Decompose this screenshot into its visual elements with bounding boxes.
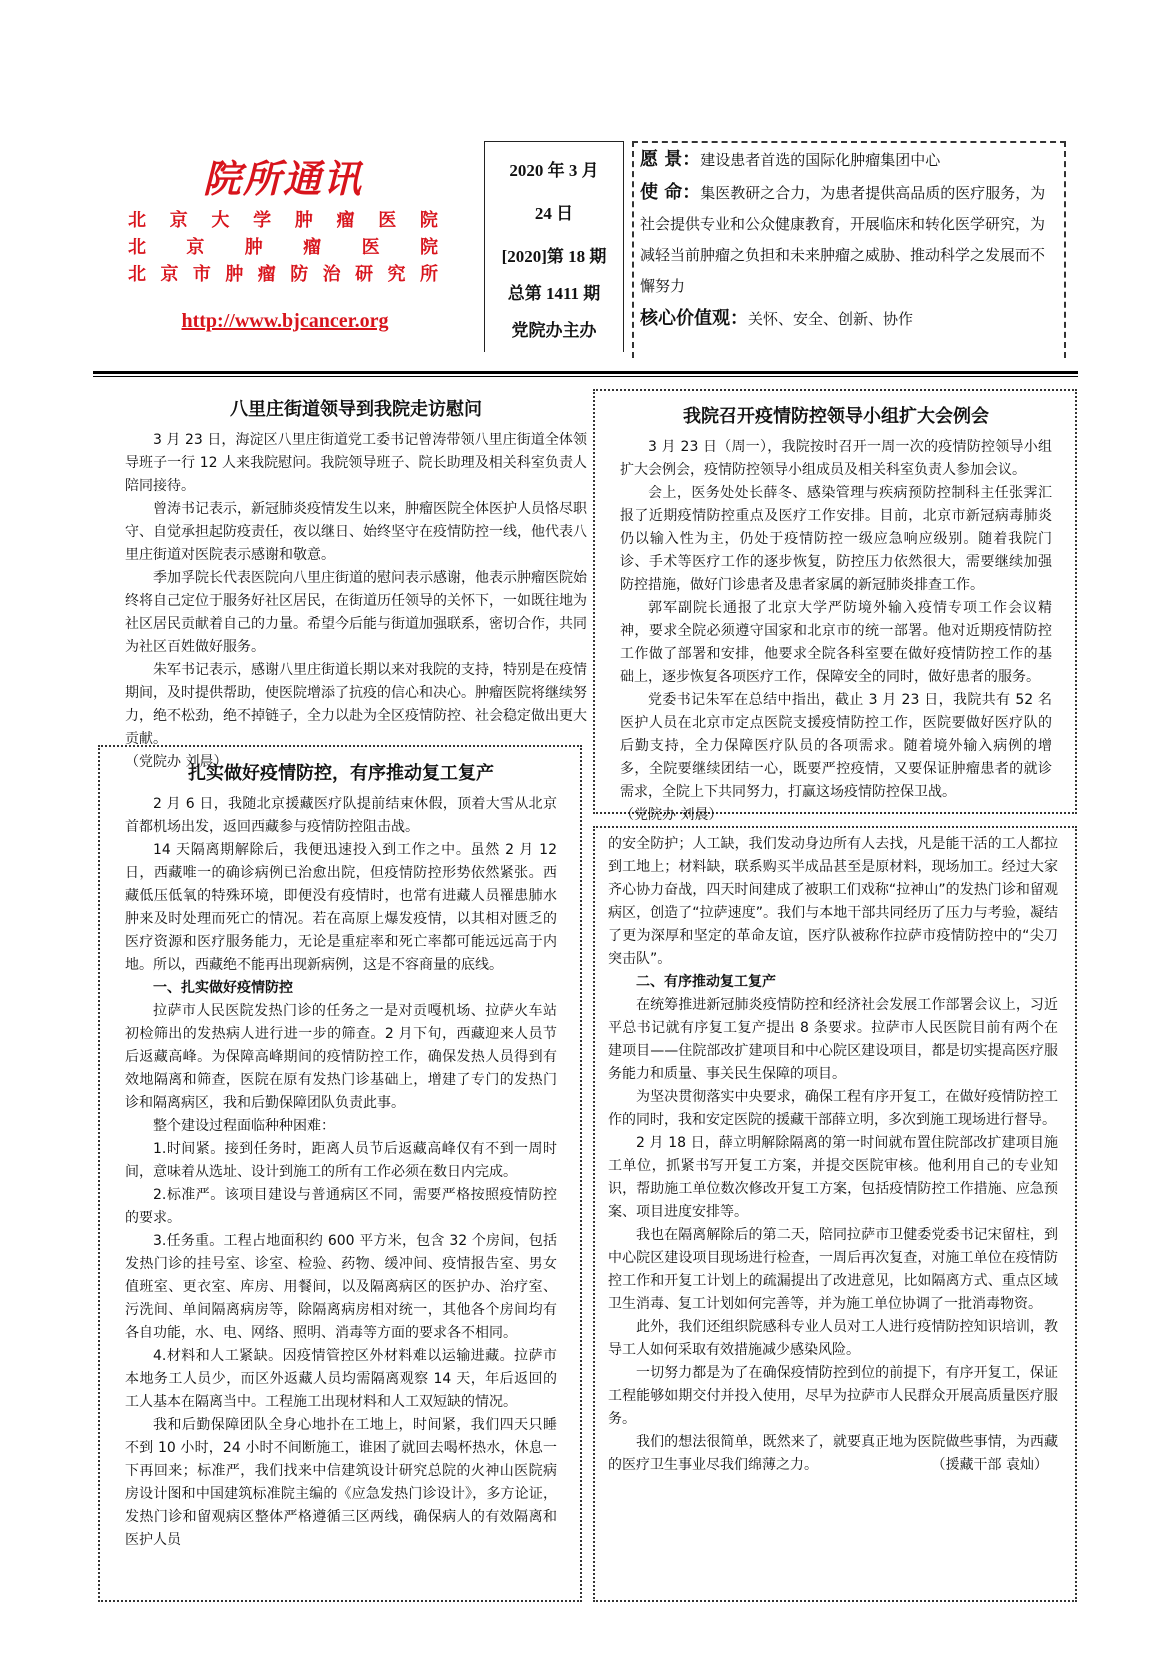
article-tibet-part1 xyxy=(125,762,557,1552)
values-label: 核心价值观： xyxy=(640,308,748,329)
issue-publisher: 党院办主办 xyxy=(511,321,597,340)
article-paragraph: 此外，我们还组织院感科专业人员对工人进行疫情防控知识培训，教导工人如何采取有效措施减少感染风险。 xyxy=(608,1319,1058,1358)
article-signature: （党院办 刘晨） xyxy=(620,807,723,823)
org-char: 院 xyxy=(419,237,438,258)
article-paragraph: 我们的想法很简单，既然来了，就要真正地为医院做些事情，为西藏的医疗卫生事业尽我们绵薄之力。 xyxy=(608,1434,1058,1473)
org-line-2 xyxy=(128,234,438,261)
article-title: 八里庄街道领导到我院走访慰问 xyxy=(230,399,482,420)
article-paragraph: 2 月 6 日，我随北京援藏医疗队提前结束休假，顶着大雪从北京首都机场出发，返回西藏参与疫情防控阻击战。 xyxy=(125,796,557,835)
article-title: 扎实做好疫情防控，有序推动复工复产 xyxy=(188,763,494,784)
article-paragraph: 我和后勤保障团队全身心地扑在工地上，时间紧，我们四天只睡不到 10 小时，24 小时不间断施工，谁困了就回去喝杯热水，休息一下再回来；标准严，我们找来中信建筑设计研究总院的火神山医院病房设计图和中国建筑标准院主编的《应急发热门诊设计》，多方论证，发热门诊和留观病区整体严格遵循三区两线，确保病人的有效隔离和医护人员 xyxy=(125,1417,557,1548)
org-char: 肿 xyxy=(225,264,244,285)
newsletter-title: 院所通讯 xyxy=(202,156,363,201)
org-char: 瘤 xyxy=(257,264,276,285)
org-char: 防 xyxy=(290,264,309,285)
header-rule-thin xyxy=(93,376,1078,377)
article-paragraph: 朱军书记表示，感谢八里庄街道长期以来对我院的支持，特别是在疫情期间，及时提供帮助，使医院增添了抗疫的信心和决心。肿瘤医院将继续努力，绝不松劲，绝不掉链子，全力以赴为全区疫情防控、社会稳定做出更大贡献。 xyxy=(125,662,587,747)
org-char: 大 xyxy=(211,210,230,231)
article-paragraph: 2 月 18 日，薛立明解除隔离的第一时间就布置住院部改扩建项目施工单位，抓紧书写开复工方案，并提交医院审核。他利用自己的专业知识，帮助施工单位数次修改开复工方案，包括疫情防控工作措施、应急预案、项目进度安排等。 xyxy=(608,1135,1058,1220)
organization-names xyxy=(128,207,438,288)
org-char: 瘤 xyxy=(336,210,355,231)
vision-label: 愿 景： xyxy=(640,149,701,170)
article-paragraph: 拉萨市人民医院发热门诊的任务之一是对贡嘎机场、拉萨火车站初检筛出的发热病人进行进一步的筛查。2 月下旬，西藏迎来人员节后返藏高峰。为保障高峰期间的疫情防控工作，确保发热人员得到有效地隔离和筛查，医院在原有发热门诊基础上，增建了专门的发热门诊和隔离病区，我和后勤保障团队负责此事。 xyxy=(125,1003,557,1111)
mission-row xyxy=(640,177,1050,302)
mission-label: 使 命： xyxy=(640,182,701,203)
article-paragraph: 1.时间紧。接到任务时，距离人员节后返藏高峰仅有不到一周时间，意味着从选址、设计到施工的所有工作必须在数日内完成。 xyxy=(125,1141,557,1180)
header-rule-thick xyxy=(93,371,1078,374)
article-paragraph: 14 天隔离期解除后，我便迅速投入到工作之中。虽然 2 月 12 日，西藏唯一的确诊病例已治愈出院，但疫情防控形势依然紧张。西藏低压低氧的特殊环境，即便没有疫情时，也常有进藏人员罹患肺水肿来及时处理而死亡的情况。若在高原上爆发疫情，以其相对匮乏的医疗资源和医疗服务能力，无论是重症率和死亡率都可能远远高于内地。所以，西藏绝不能再出现新病例，这是不容商量的底线。 xyxy=(125,842,557,973)
values-row xyxy=(640,302,1050,336)
org-char: 肿 xyxy=(294,210,313,231)
section-subheading: 二、有序推动复工复产 xyxy=(636,974,776,990)
org-char: 北 xyxy=(128,264,146,285)
org-char: 肿 xyxy=(244,237,263,258)
org-char: 北 xyxy=(128,210,146,231)
article-baliz-visit xyxy=(125,398,587,774)
article-paragraph: 3 月 23 日，海淀区八里庄街道党工委书记曾涛带领八里庄街道全体领导班子一行 12 人来我院慰问。我院领导班子、院长助理及相关科室负责人陪同接待。 xyxy=(125,432,587,494)
org-char: 究 xyxy=(387,264,406,285)
vision-text: 建设患者首选的国际化肿瘤集团中心 xyxy=(700,151,941,169)
article-signature: （党院办 刘晨） xyxy=(125,754,228,770)
org-char: 医 xyxy=(361,237,380,258)
org-char: 瘤 xyxy=(303,237,322,258)
article-paragraph: 3 月 23 日（周一），我院按时召开一周一次的疫情防控领导小组扩大会例会，疫情防控领导小组成员及相关科室负责人参加会议。 xyxy=(620,439,1052,478)
section-subheading: 一、扎实做好疫情防控 xyxy=(153,980,293,996)
article-epidemic-meeting xyxy=(620,405,1052,827)
org-char: 医 xyxy=(378,210,397,231)
values-text: 关怀、安全、创新、协作 xyxy=(748,310,914,328)
org-char: 京 xyxy=(186,237,205,258)
article-paragraph: 2.标准严。该项目建设与普通病区不同，需要严格按照疫情防控的要求。 xyxy=(125,1187,557,1226)
article-paragraph: 党委书记朱军在总结中指出，截止 3 月 23 日，我院共有 52 名医护人员在北京市定点医院支援疫情防控工作，医院要做好医疗队的后勤支持，全力保障医疗队员的各项需求。随着境外输入病例的增多，全院要继续团结一心，既要严控疫情，又要保证肿瘤患者的就诊需求，全院上下共同努力，打赢这场疫情防控保卫战。 xyxy=(620,692,1052,800)
org-char: 研 xyxy=(355,264,374,285)
issue-total-number: 总第 1411 期 xyxy=(507,284,601,303)
article-paragraph: 曾涛书记表示，新冠肺炎疫情发生以来，肿瘤医院全体医护人员恪尽职守、自觉承担起防疫责任，夜以继日、始终坚守在疫情防控一线，他代表八里庄街道对医院表示感谢和敬意。 xyxy=(125,501,587,563)
org-char: 市 xyxy=(192,264,211,285)
article-paragraph: 会上，医务处处长薛冬、感染管理与疾病预防控制科主任张霁汇报了近期疫情防控重点及医疗工作安排。目前，北京市新冠病毒肺炎仍以输入性为主，仍处于疫情防控一级应急响应级别。随着我院门诊、手术等医疗工作的逐步恢复，防控压力依然很大，需要继续加强防控措施，做好门诊患者及患者家属的新冠肺炎排查工作。 xyxy=(620,485,1052,593)
org-line-3 xyxy=(128,261,438,288)
issue-number: [2020]第 18 期 xyxy=(501,247,607,266)
vision-row xyxy=(640,143,1050,177)
article-tibet-part2 xyxy=(608,833,1058,1477)
issue-info-box xyxy=(484,141,624,352)
article-paragraph: 郭军副院长通报了北京大学严防境外输入疫情专项工作会议精神，要求全院必须遵守国家和北京市的统一部署。他对近期疫情防控工作做了部署和安排，他要求全院各科室要在做好疫情防控工作的基础上，逐步恢复各项医疗工作，保障安全的同时，做好患者的服务。 xyxy=(620,600,1052,685)
article-paragraph: 为坚决贯彻落实中央要求，确保工程有序开复工，在做好疫情防控工作的同时，我和安定医院的援藏干部薛立明，多次到施工现场进行督导。 xyxy=(608,1089,1058,1128)
org-char: 京 xyxy=(169,210,188,231)
org-char: 治 xyxy=(322,264,341,285)
mission-text: 集医教研之合力，为患者提供高品质的医疗服务，为社会提供专业和公众健康教育，开展临床和转化医学研究，为减轻当前肿瘤之负担和未来肿瘤之威胁、推动科学之发展而不懈努力 xyxy=(640,184,1046,295)
org-line-1 xyxy=(128,207,438,234)
article-paragraph: 的安全防护；人工缺，我们发动身边所有人去找，凡是能干活的工人都拉到工地上；材料缺，联系购买半成品甚至是原材料，现场加工。经过大家齐心协力奋战，四天时间建成了被职工们戏称“拉神山”的发热门诊和留观病区，创造了“拉萨速度”。我们与本地干部共同经历了压力与考验，凝结了更为深厚和坚定的革命友谊，医疗队被称作拉萨市疫情防控中的“尖刀突击队”。 xyxy=(608,836,1058,967)
issue-date-line2: 24 日 xyxy=(534,204,574,223)
org-char: 院 xyxy=(419,210,438,231)
article-paragraph: 3.任务重。工程占地面积约 600 平方米，包含 32 个房间，包括发热门诊的挂号室、诊室、检验、药物、缓冲间、疫情报告室、男女值班室、更衣室、库房、用餐间，以及隔离病区的医护办、治疗室、污洗间、单间隔离病房等，除隔离病房相对统一，其他各个房间均有各自功能，水、电、网络、照明、消毒等方面的要求各不相同。 xyxy=(125,1233,557,1341)
website-link[interactable]: http://www.bjcancer.org xyxy=(181,310,389,332)
article-signature: （援藏干部 袁灿） xyxy=(931,1457,1048,1473)
org-char: 学 xyxy=(253,210,272,231)
article-paragraph: 在统筹推进新冠肺炎疫情防控和经济社会发展工作部署会议上，习近平总书记就有序复工复产提出 8 条要求。拉萨市人民医院目前有两个在建项目——住院部改扩建项目和中心院区建设项目，都是切实提高医疗服务能力和质量、事关民生保障的项目。 xyxy=(608,997,1058,1082)
article-paragraph: 一切努力都是为了在确保疫情防控到位的前提下，有序开复工，保证工程能够如期交付并投入使用，尽早为拉萨市人民群众开展高质量医疗服务。 xyxy=(608,1365,1058,1427)
org-char: 北 xyxy=(128,237,146,258)
vision-mission-box xyxy=(632,141,1066,358)
article-paragraph: 我也在隔离解除后的第二天，陪同拉萨市卫健委党委书记宋留柱，到中心院区建设项目现场进行检查，一周后再次复查，对施工单位在疫情防控工作和开复工计划上的疏漏提出了改进意见，比如隔离方式、重点区域卫生消毒、复工计划如何完善等，并为施工单位协调了一批消毒物资。 xyxy=(608,1227,1058,1312)
org-char: 京 xyxy=(160,264,179,285)
article-paragraph: 整个建设过程面临种种困难： xyxy=(153,1118,335,1134)
issue-date-line1: 2020 年 3 月 xyxy=(509,161,599,180)
article-paragraph: 季加孚院长代表医院向八里庄街道的慰问表示感谢，他表示肿瘤医院始终将自己定位于服务好社区居民，在街道历任领导的关怀下，一如既往地为社区居民贡献着自己的力量。希望今后能与街道加强联系，密切合作，共同为社区百姓做好服务。 xyxy=(125,570,587,655)
org-char: 所 xyxy=(419,264,438,285)
article-title: 我院召开疫情防控领导小组扩大会例会 xyxy=(683,406,989,427)
article-paragraph: 4.材料和人工紧缺。因疫情管控区外材料难以运输进藏。拉萨市本地务工人员少，而区外返藏人员均需隔离观察 14 天，年后返回的工人基本在隔离当中。工程施工出现材料和人工双短缺的情况。 xyxy=(125,1348,557,1410)
